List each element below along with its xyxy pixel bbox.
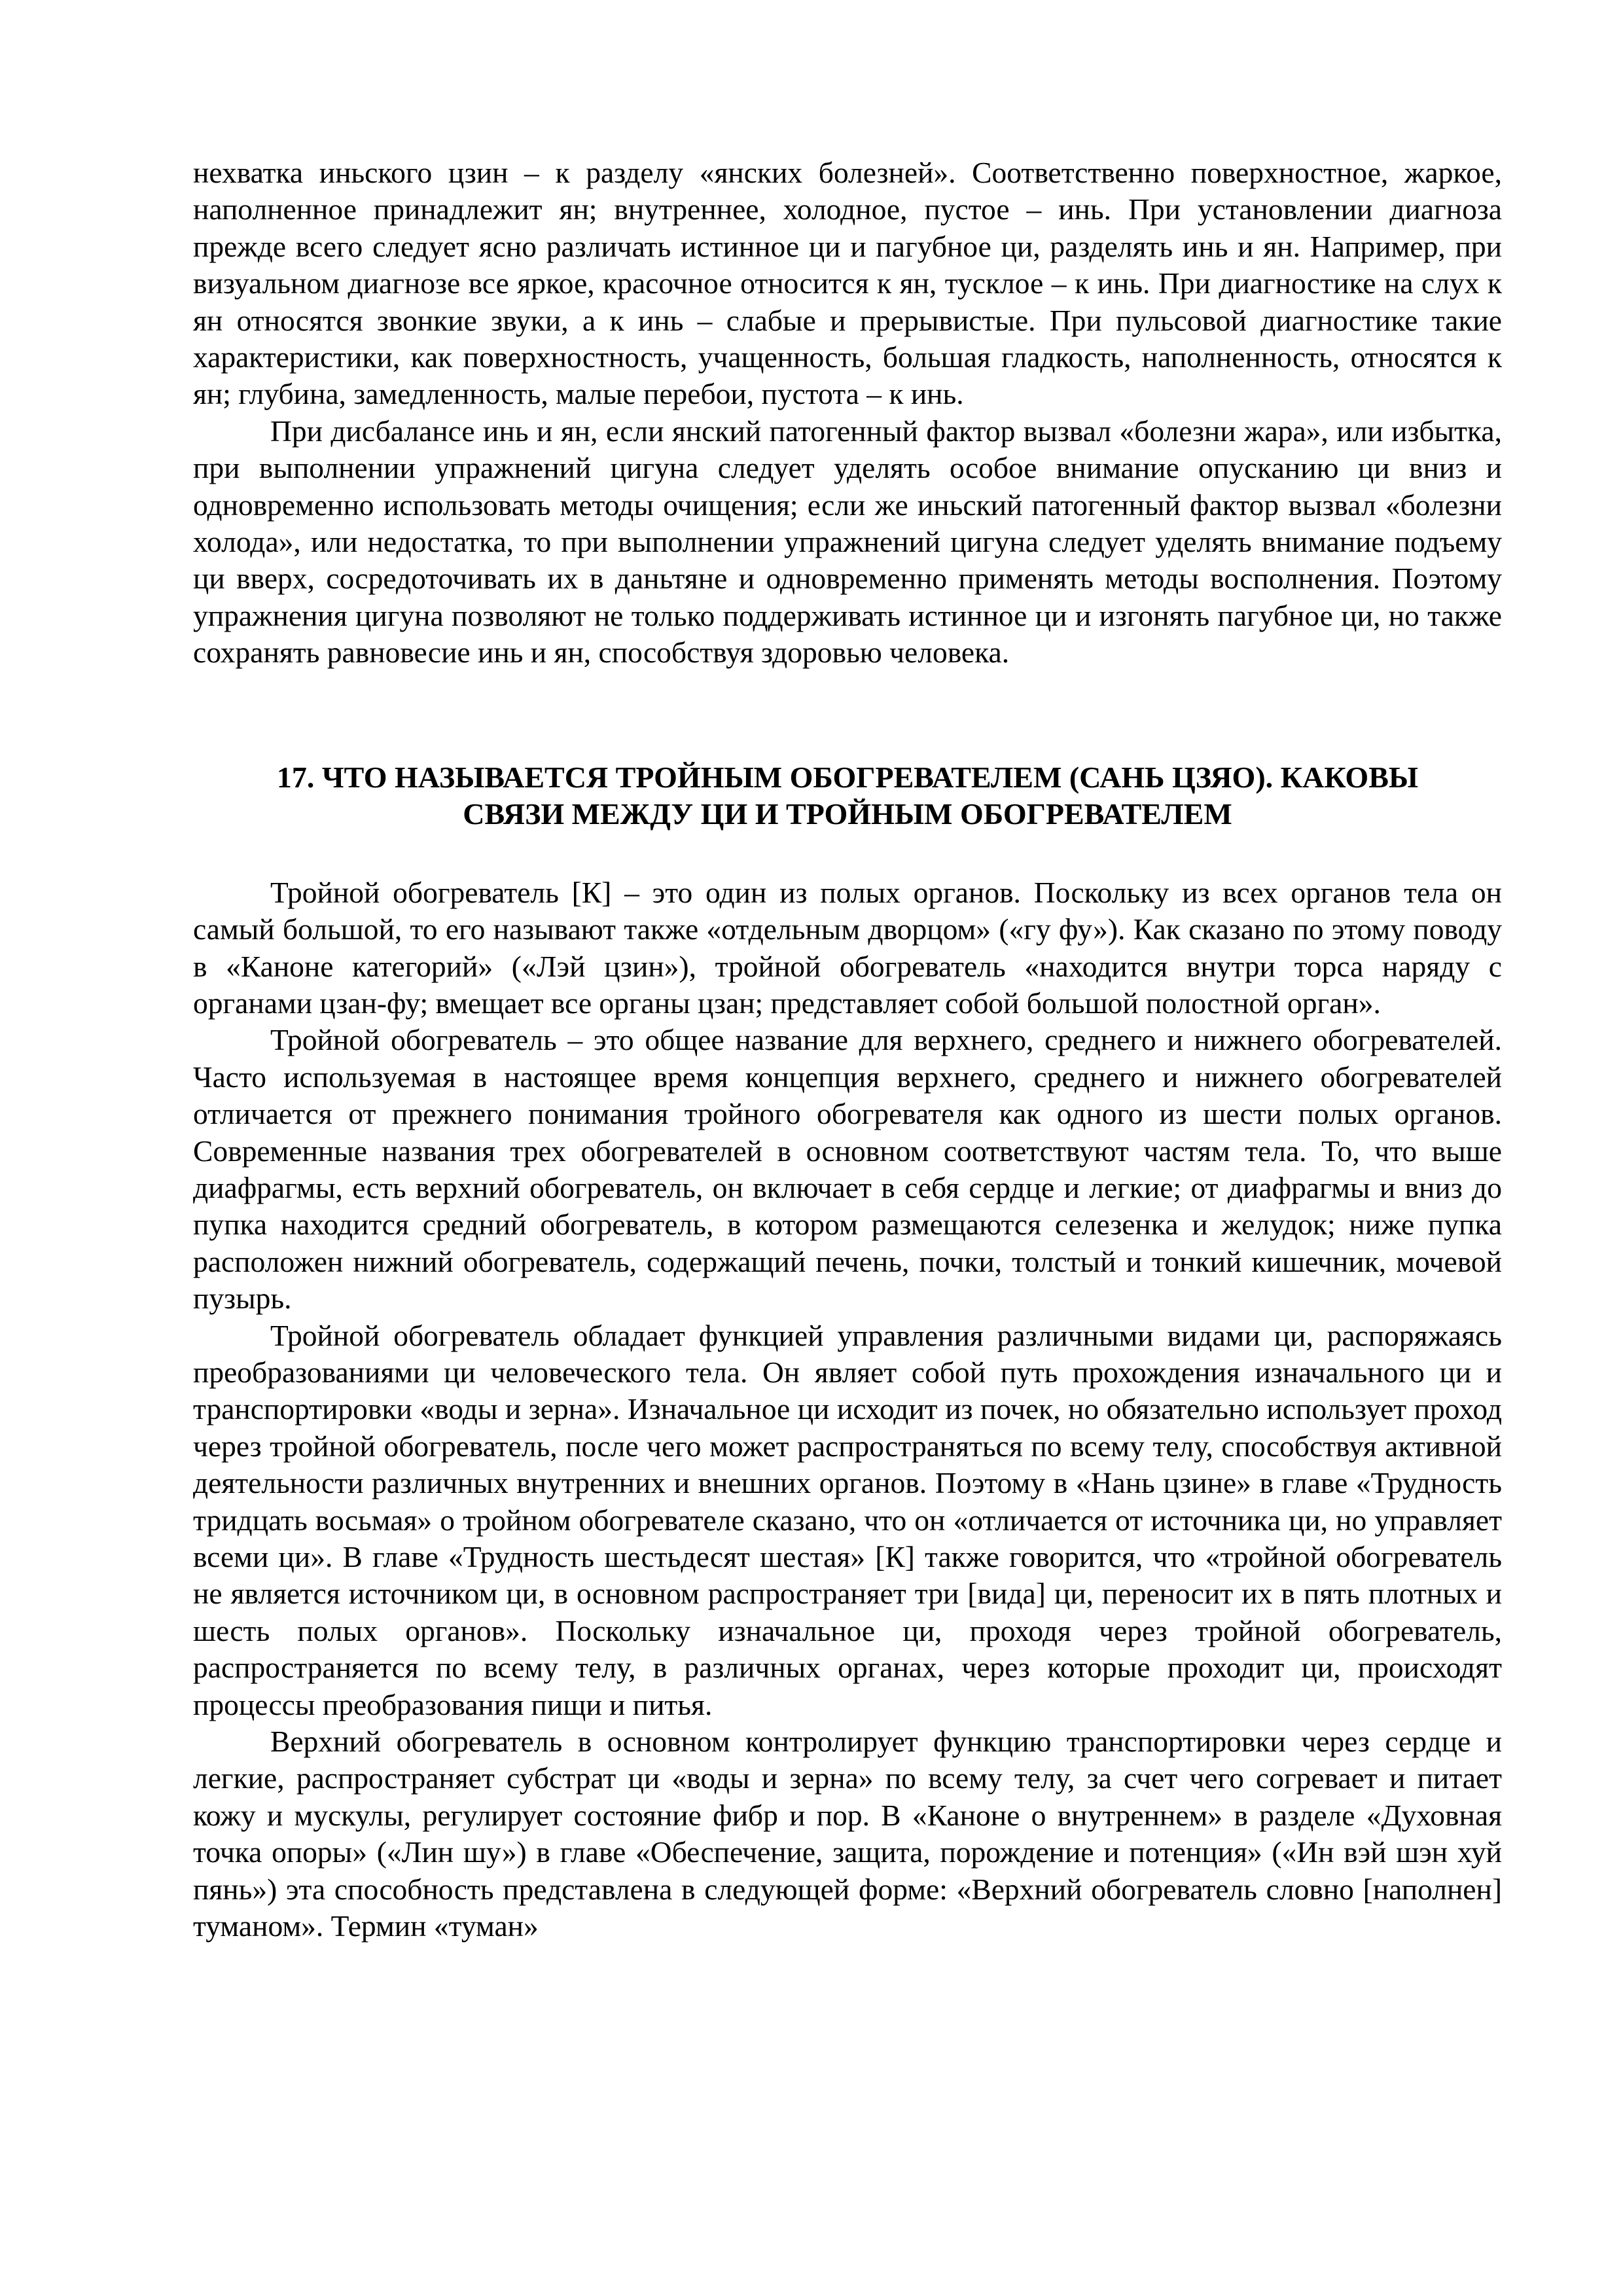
heading-spacer bbox=[193, 833, 1502, 874]
section-heading-line-1: 17. ЧТО НАЗЫВАЕТСЯ ТРОЙНЫМ ОБОГРЕВАТЕЛЕМ (САНЬ ЦЗЯО). КАКОВЫ bbox=[276, 760, 1419, 794]
paragraph-6: Верхний обогреватель в основном контролирует функцию транспортировки через сердце и легкие, распространяет субстрат ци «воды и зерна» по всему телу, за счет чего согревает и питает кожу и мускулы, регулирует состояние фибр и пор. В «Каноне о внутреннем» в разделе «Духовная точка опоры» («Лин шу») в главе «Обеспечение, защита, порождение и потенция» («Ин вэй шэн хуй пянь») эта способность представлена в следующей форме: «Верхний обогреватель словно [наполнен] туманом». Термин «туман» bbox=[193, 1725, 1502, 1943]
section-heading bbox=[193, 759, 1502, 833]
section-heading-line-2: СВЯЗИ МЕЖДУ ЦИ И ТРОЙНЫМ ОБОГРЕВАТЕЛЕМ bbox=[463, 797, 1232, 831]
paragraph-1: нехватка иньского цзин – к разделу «янских болезней». Соответственно поверхностное, жаркое, наполненное принадлежит ян; внутреннее, холодное, пустое – инь. При установлении диагноза прежде всего следует ясно различать истинное ци и пагубное ци, разделять инь и ян. Например, при визуальном диагнозе все яркое, красочное относится к ян, тусклое – к инь. При диагностике на слух к ян относятся звонкие звуки, а к инь – слабые и прерывистые. При пульсовой диагностике такие характеристики, как поверхностность, учащенность, большая гладкость, наполненность, относятся к ян; глубина, замедленность, малые перебои, пустота – к инь. bbox=[193, 156, 1502, 411]
paragraph-4: Тройной обогреватель – это общее название для верхнего, среднего и нижнего обогревателей. Часто используемая в настоящее время концепция верхнего, среднего и нижнего обогревателей отличается от прежнего понимания тройного обогревателя как одного из шести полых органов. Современные названия трех обогревателей в основном соответствуют частям тела. То, что выше диафрагмы, есть верхний обогреватель, он включает в себя сердце и легкие; от диафрагмы и вниз до пупка находится средний обогреватель, в котором размещаются селезенка и желудок; ниже пупка расположен нижний обогреватель, содержащий печень, почки, толстый и тонкий кишечник, мочевой пузырь. bbox=[193, 1023, 1502, 1316]
paragraph-3: Тройной обогреватель [К] – это один из полых органов. Поскольку из всех органов тела он самый большой, то его называют также «отдельным дворцом» («гу фу»). Как сказано по этому поводу в «Каноне категорий» («Лэй цзин»), тройной обогреватель «находится внутри торса наряду с органами цзан-фу; вмещает все органы цзан; представляет собой большой полостной орган». bbox=[193, 875, 1502, 1020]
paragraph-2: При дисбалансе инь и ян, если янский патогенный фактор вызвал «болезни жара», или избытка, при выполнении упражнений цигуна следует уделять особое внимание опусканию ци вниз и одновременно использовать методы очищения; если же иньский патогенный фактор вызвал «болезни холода», или недостатка, то при выполнении упражнений цигуна следует уделять внимание подъему ци вверх, сосредоточивать их в даньтяне и одновременно применять методы восполнения. Поэтому упражнения цигуна позволяют не только поддерживать истинное ци и изгонять пагубное ци, но также сохранять равновесие инь и ян, способствуя здоровью человека. bbox=[193, 414, 1502, 670]
paragraph-5: Тройной обогреватель обладает функцией управления различными видами ци, распоряжаясь преобразованиями ци человеческого тела. Он являет собой путь прохождения изначального ци и транспортировки «воды и зерна». Изначальное ци исходит из почек, но обязательно использует проход через тройной обогреватель, после чего может распространяться по всему телу, способствуя активной деятельности различных внутренних и внешних органов. Поэтому в «Нань цзине» в главе «Трудность тридцать восьмая» о тройном обогревателе сказано, что он «отличается от источника ци, но управляет всеми ци». В главе «Трудность шестьдесят шестая» [К] также говорится, что «тройной обогреватель не является источником ци, в основном распространяет три [вида] ци, переносит их в пять плотных и шесть полых органов». Поскольку изначальное ци, проходя через тройной обогреватель, распространяется по всему телу, в различных органах, через которые проходит ци, происходят процессы преобразования пищи и питья. bbox=[193, 1318, 1502, 1721]
document-page bbox=[193, 154, 1502, 1945]
